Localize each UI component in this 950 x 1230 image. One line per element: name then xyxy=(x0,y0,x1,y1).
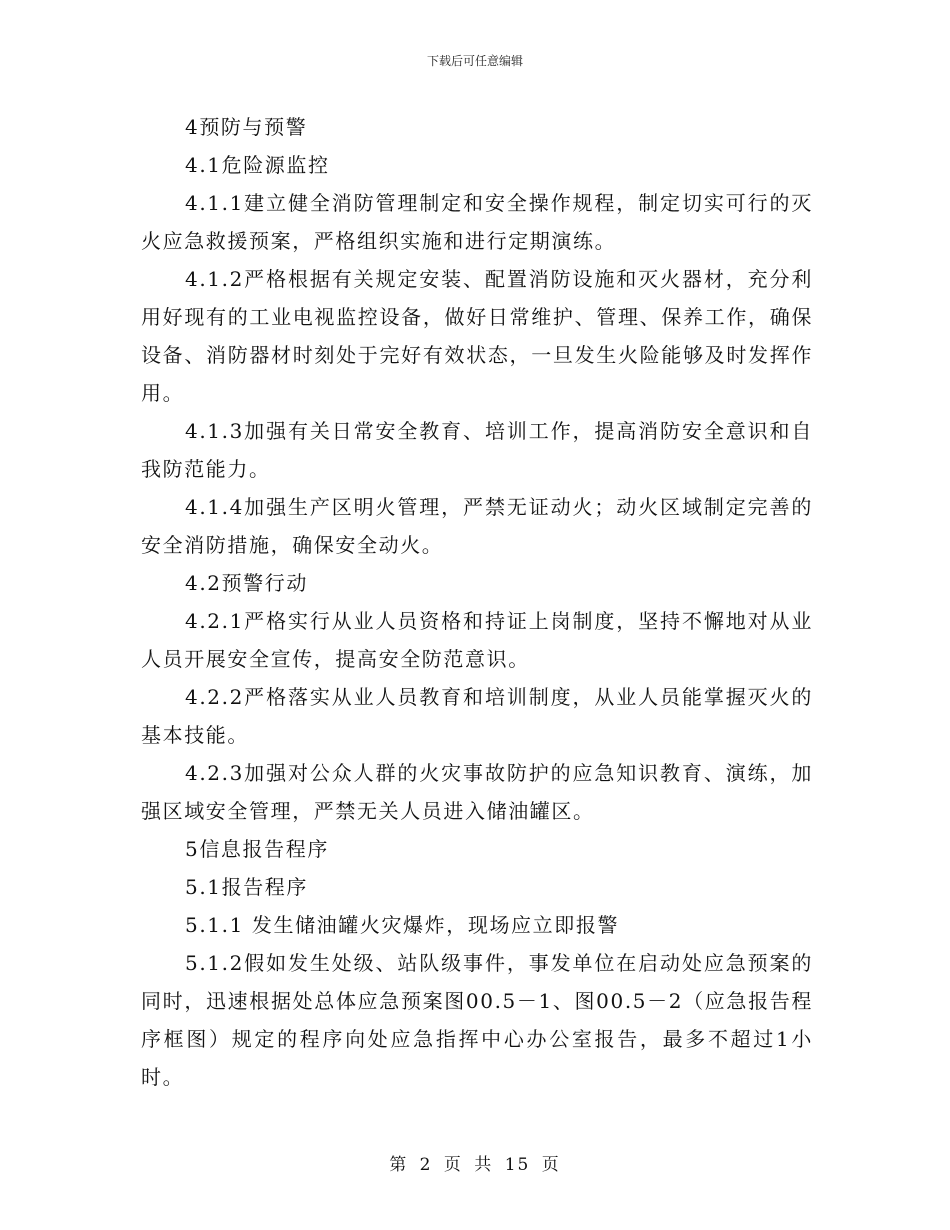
heading-information-report: 5信息报告程序 xyxy=(185,837,329,861)
page-header: 下载后可任意编辑 xyxy=(426,54,523,68)
heading-report-procedure: 5.1报告程序 xyxy=(185,875,309,899)
paragraph-4-2-3: 4.2.3加强对公众人群的火灾事故防护的应急知识教育、演练，加强区域安全管理，严禁无关人员进入储油罐区。 xyxy=(141,761,813,823)
heading-hazard-monitoring: 4.1危险源监控 xyxy=(185,153,330,177)
heading-prevention-warning: 4预防与预警 xyxy=(185,115,308,139)
document-body xyxy=(141,108,813,1096)
paragraph-5-1-1: 5.1.1 发生储油罐火灾爆炸，现场应立即报警 xyxy=(185,913,620,937)
paragraph-4-1-4: 4.1.4加强生产区明火管理，严禁无证动火；动火区域制定完善的安全消防措施，确保安全动火。 xyxy=(141,495,813,557)
page-number-footer: 第 2 页 共 15 页 xyxy=(389,1155,561,1175)
paragraph-4-2-1: 4.2.1严格实行从业人员资格和持证上岗制度，坚持不懈地对从业人员开展安全宣传，提高安全防范意识。 xyxy=(141,609,813,671)
paragraph-4-1-2: 4.1.2严格根据有关规定安装、配置消防设施和灭火器材，充分利用好现有的工业电视监控设备，做好日常维护、管理、保养工作，确保设备、消防器材时刻处于完好有效状态，一旦发生火险能够及时发挥作用。 xyxy=(141,267,813,405)
paragraph-5-1-2: 5.1.2假如发生处级、站队级事件，事发单位在启动处应急预案的同时，迅速根据处总体应急预案图00.5－1、图00.5－2（应急报告程序框图）规定的程序向处应急指挥中心办公室报告，最多不超过1小时。 xyxy=(141,951,813,1089)
paragraph-4-2-2: 4.2.2严格落实从业人员教育和培训制度，从业人员能掌握灭火的基本技能。 xyxy=(141,685,813,747)
paragraph-4-1-1: 4.1.1建立健全消防管理制定和安全操作规程，制定切实可行的灭火应急救援预案，严格组织实施和进行定期演练。 xyxy=(141,191,813,253)
paragraph-4-1-3: 4.1.3加强有关日常安全教育、培训工作，提高消防安全意识和自我防范能力。 xyxy=(141,419,813,481)
heading-warning-action: 4.2预警行动 xyxy=(185,571,309,595)
